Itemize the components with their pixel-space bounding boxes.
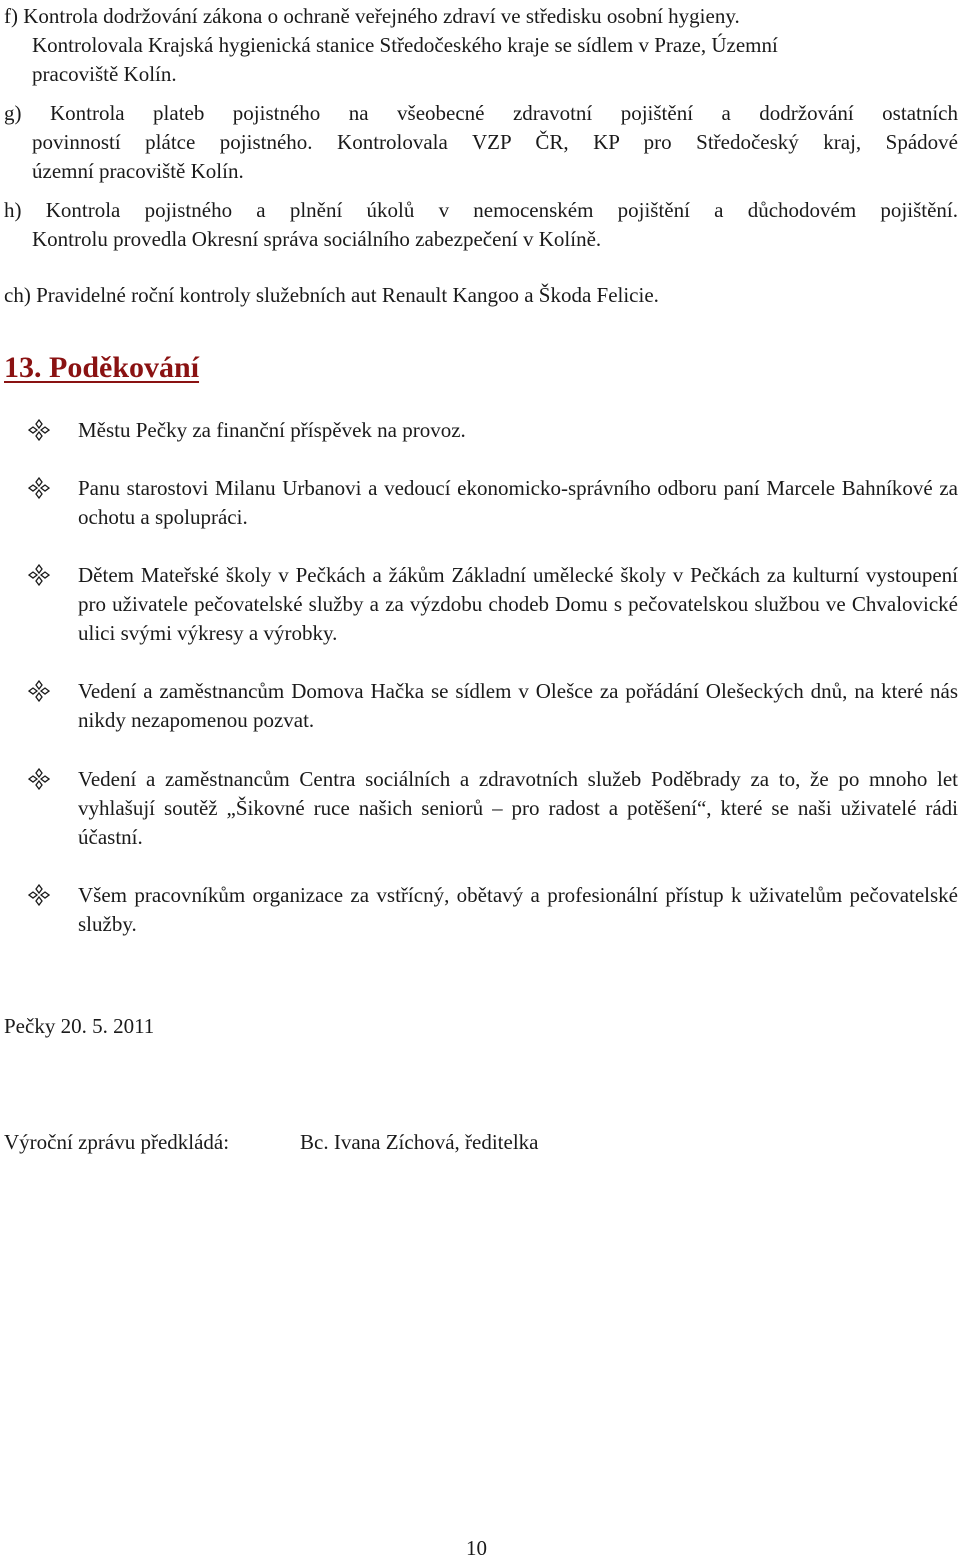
thanks-item-text: Městu Pečky za finanční příspěvek na provoz. bbox=[78, 418, 466, 442]
submitted-by: Bc. Ivana Zíchová, ředitelka bbox=[300, 1130, 539, 1154]
paragraph-g bbox=[4, 99, 958, 186]
thanks-item-text: Vedení a zaměstnancům Domova Hačka se sídlem v Olešce za pořádání Olešeckých dnů, na které nás nikdy nezapomenou pozvat. bbox=[78, 679, 958, 732]
paragraph-ch bbox=[4, 281, 958, 310]
page-number: 10 bbox=[466, 1536, 487, 1560]
thanks-item bbox=[28, 677, 958, 735]
four-diamond-bullet-icon bbox=[28, 477, 50, 499]
four-diamond-bullet-icon bbox=[28, 884, 50, 906]
paragraph-h-line-2: Kontrolu provedla Okresní správa sociálního zabezpečení v Kolíně. bbox=[32, 227, 602, 251]
paragraph-g-line-3: územní pracoviště Kolín. bbox=[32, 159, 244, 183]
section-heading bbox=[4, 350, 199, 386]
paragraph-f-line-2: Kontrolovala Krajská hygienická stanice Středočeského kraje se sídlem v Praze, Územní bbox=[32, 33, 778, 57]
thanks-item bbox=[28, 474, 958, 532]
section-heading-text: 13. Poděkování bbox=[4, 351, 200, 384]
paragraph-h-line-1: h) Kontrola pojistného a plnění úkolů v nemocenském pojištění a důchodovém pojištění. bbox=[4, 198, 958, 222]
paragraph-f-line-1: f) Kontrola dodržování zákona o ochraně veřejného zdraví ve středisku osobní hygieny. bbox=[4, 4, 740, 28]
four-diamond-bullet-icon bbox=[28, 680, 50, 702]
thanks-item-text: Vedení a zaměstnancům Centra sociálních a zdravotních služeb Poděbrady za to, že po mnoho let vyhlašují soutěž „Šikovné ruce našich seniorů – pro radost a potěšení“, které se naši uživatelé rádi účastní. bbox=[78, 767, 958, 849]
paragraph-g-line-2: povinností plátce pojistného. Kontrolovala VZP ČR, KP pro Středočeský kraj, Spádové bbox=[32, 130, 958, 154]
thanks-item-text: Všem pracovníkům organizace za vstřícný, obětavý a profesionální přístup k uživatelům pečovatelské služby. bbox=[78, 883, 958, 936]
place-date: Pečky 20. 5. 2011 bbox=[4, 1014, 155, 1038]
thanks-item bbox=[28, 881, 958, 939]
four-diamond-bullet-icon bbox=[28, 564, 50, 586]
four-diamond-bullet-icon bbox=[28, 768, 50, 790]
thanks-item-text: Panu starostovi Milanu Urbanovi a vedoucí ekonomicko-správního odboru paní Marcele Bahníkové za ochotu a spolupráci. bbox=[78, 476, 958, 529]
paragraph-g-line-1: g) Kontrola plateb pojistného na všeobecné zdravotní pojištění a dodržování ostatních bbox=[4, 101, 958, 125]
paragraph-f bbox=[4, 2, 958, 89]
submitted-label: Výroční zprávu předkládá: bbox=[4, 1130, 230, 1154]
four-diamond-bullet-icon bbox=[28, 419, 50, 441]
thanks-item-text: Dětem Mateřské školy v Pečkách a žákům Základní umělecké školy v Pečkách za kulturní vystoupení pro uživatele pečovatelské služby a za výzdobu chodeb Domu s pečovatelskou službou ve Chvalovické ulici svými výkresy a výrobky. bbox=[78, 563, 958, 645]
thanks-item bbox=[28, 416, 958, 445]
paragraph-h bbox=[4, 196, 958, 254]
thanks-item bbox=[28, 561, 958, 648]
thanks-item bbox=[28, 765, 958, 852]
paragraph-ch-line-1: ch) Pravidelné roční kontroly služebních aut Renault Kangoo a Škoda Felicie. bbox=[4, 283, 659, 307]
paragraph-f-line-3: pracoviště Kolín. bbox=[32, 62, 177, 86]
